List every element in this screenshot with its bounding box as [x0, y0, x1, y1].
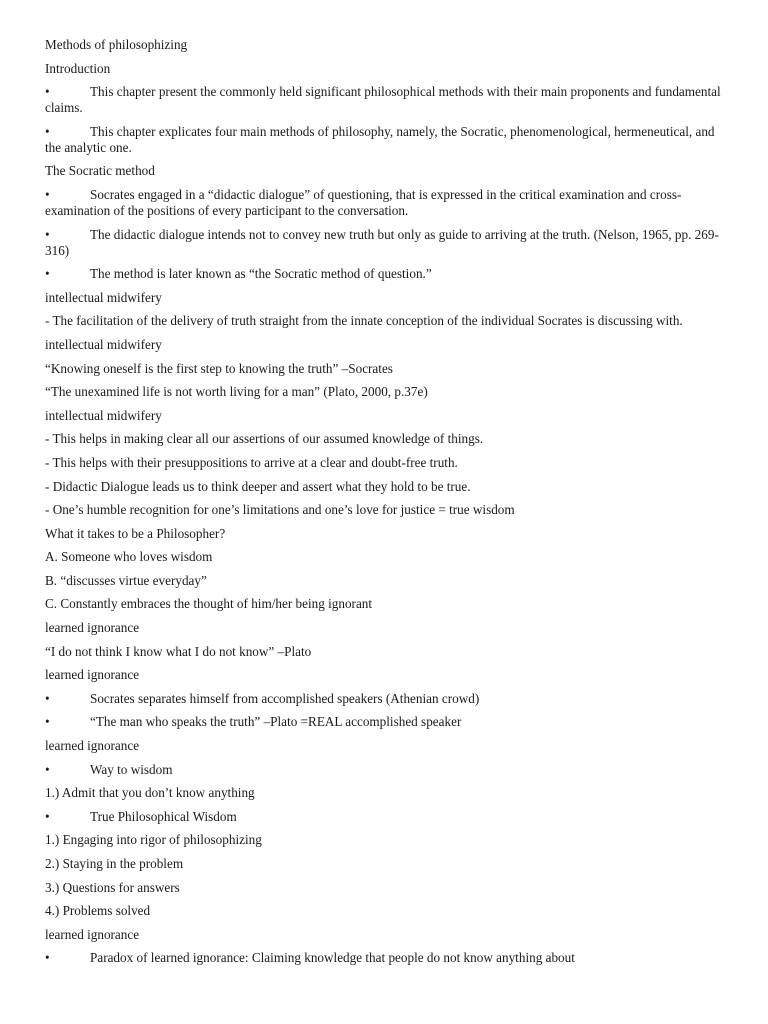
bullet-marker: •: [45, 690, 50, 706]
text-line: - This helps in making clear all our assertions of our assumed knowledge of things.: [45, 431, 484, 447]
bullet-item: [45, 950, 725, 966]
bullet-item: [45, 691, 725, 707]
bullet-marker: •: [45, 808, 50, 824]
subheading-learned-ignorance: learned ignorance: [45, 620, 140, 636]
bullet-item: [45, 124, 725, 156]
subheading-learned-ignorance: learned ignorance: [45, 926, 140, 942]
bullet-marker: •: [45, 84, 50, 100]
subheading-learned-ignorance: learned ignorance: [45, 738, 140, 754]
list-item: 1.) Engaging into rigor of philosophizing: [45, 832, 262, 848]
bullet-text: The didactic dialogue intends not to convey new truth but only as guide to arriving at the truth. (Nelson, 1965, pp. 269-316): [45, 226, 719, 258]
document-page: [45, 37, 725, 974]
list-item: 4.) Problems solved: [45, 903, 151, 919]
quote-line: “Knowing oneself is the first step to knowing the truth” –Socrates: [45, 360, 393, 376]
text-line: - Didactic Dialogue leads us to think deeper and assert what they hold to be true.: [45, 478, 471, 494]
quote-line: “I do not think I know what I do not know” –Plato: [45, 643, 312, 659]
text-line: - The facilitation of the delivery of truth straight from the innate conception of the individual Socrates is discussing with.: [45, 313, 683, 329]
bullet-marker: •: [45, 123, 50, 139]
document-title: Methods of philosophizing: [45, 37, 188, 52]
bullet-marker: •: [45, 950, 50, 966]
bullet-marker: •: [45, 266, 50, 282]
bullet-item: [45, 187, 725, 219]
bullet-text: True Philosophical Wisdom: [90, 808, 237, 824]
bullet-item: [45, 714, 725, 730]
bullet-item: [45, 266, 725, 282]
bullet-item: [45, 84, 725, 116]
list-item: B. “discusses virtue everyday”: [45, 572, 207, 588]
text-line: - This helps with their presuppositions to arrive at a clear and doubt-free truth.: [45, 454, 458, 470]
bullet-item: [45, 809, 725, 825]
bullet-item: [45, 762, 725, 778]
list-item: 3.) Questions for answers: [45, 879, 180, 895]
list-item: 2.) Staying in the problem: [45, 856, 184, 871]
list-item: A. Someone who loves wisdom: [45, 549, 213, 565]
text-line: - One’s humble recognition for one’s limitations and one’s love for justice = true wisdom: [45, 502, 515, 518]
bullet-item: [45, 227, 725, 259]
bullet-marker: •: [45, 186, 50, 202]
section-heading-introduction: Introduction: [45, 60, 111, 76]
subheading-intellectual-midwifery: intellectual midwifery: [45, 336, 162, 352]
bullet-text: Socrates engaged in a “didactic dialogue” of questioning, that is expressed in the critical examination and cross-examination of the positions of every participant to the conversation.: [45, 186, 682, 218]
bullet-text: The method is later known as “the Socratic method of question.”: [90, 266, 432, 282]
bullet-text: Paradox of learned ignorance: Claiming knowledge that people do not know anything about: [90, 950, 575, 966]
bullet-text: “The man who speaks the truth” –Plato =REAL accomplished speaker: [90, 714, 462, 730]
bullet-text: Way to wisdom: [90, 761, 173, 777]
subheading-philosopher: What it takes to be a Philosopher?: [45, 525, 226, 541]
bullet-text: Socrates separates himself from accomplished speakers (Athenian crowd): [90, 690, 480, 706]
bullet-text: This chapter present the commonly held significant philosophical methods with their main proponents and fundamental claims.: [45, 84, 721, 116]
list-item: C. Constantly embraces the thought of him/her being ignorant: [45, 596, 373, 612]
subheading-learned-ignorance: learned ignorance: [45, 667, 140, 683]
section-heading-socratic-method: The Socratic method: [45, 163, 155, 179]
subheading-intellectual-midwifery: intellectual midwifery: [45, 289, 162, 305]
quote-line: “The unexamined life is not worth living for a man” (Plato, 2000, p.37e): [45, 384, 428, 400]
bullet-marker: •: [45, 226, 50, 242]
bullet-marker: •: [45, 761, 50, 777]
bullet-marker: •: [45, 714, 50, 730]
bullet-text: This chapter explicates four main methods of philosophy, namely, the Socratic, phenomenological, hermeneutical, and the analytic one.: [45, 123, 715, 155]
list-item: 1.) Admit that you don’t know anything: [45, 785, 255, 801]
subheading-intellectual-midwifery: intellectual midwifery: [45, 407, 162, 423]
